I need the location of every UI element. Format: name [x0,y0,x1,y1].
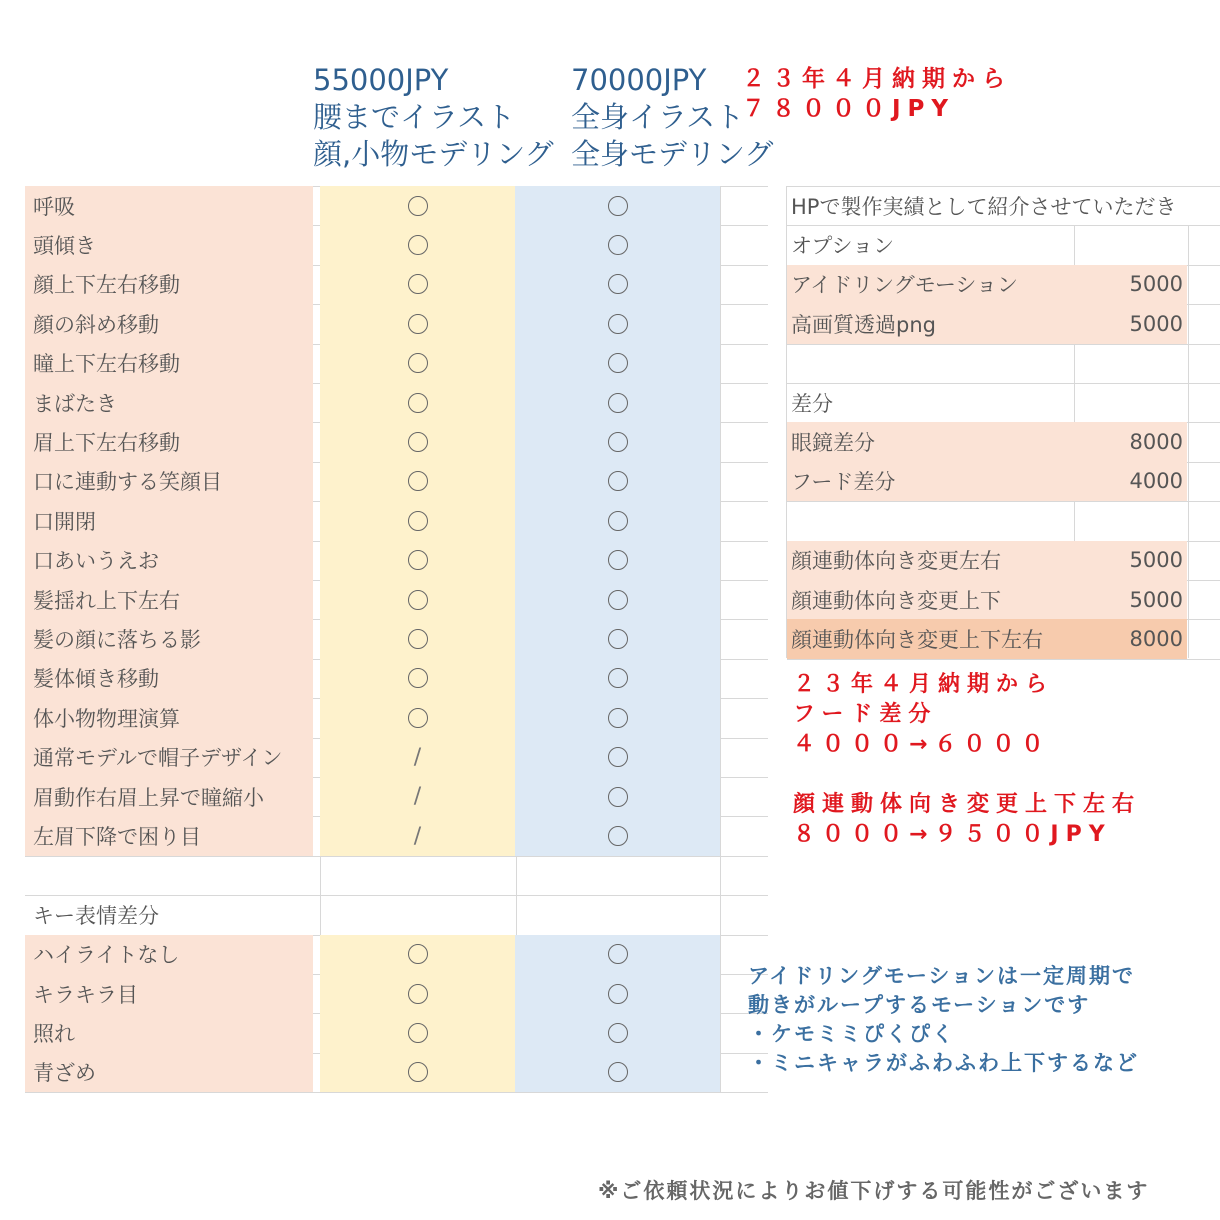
included-mark [408,984,428,1004]
table-row [25,304,720,343]
not-included-mark: / [413,823,422,849]
table-row [25,777,720,816]
table-row [25,265,720,304]
included-mark [408,314,428,334]
included-mark [608,826,628,846]
table-row [25,186,720,225]
option-price: 5000 [1129,587,1183,612]
plan2-cell [515,265,720,304]
feature-label: 呼吸 [25,186,313,225]
plan2-illust: 全身イラスト [571,100,745,134]
included-mark [608,668,628,688]
plan2-model: 全身モデリング [571,137,774,171]
option-label: 顔連動体向き変更上下 [791,588,1001,613]
price-note-line: ４０００→６０００ [793,732,1051,757]
plan1-cell [320,935,515,974]
option-price: 5000 [1129,548,1183,573]
option-label: 顔連動体向き変更上下左右 [791,628,1043,653]
idle-note-line: ・ミニキャラがふわふわ上下するなど [748,1051,1139,1075]
included-mark [608,471,628,491]
table-row [25,698,720,737]
included-mark [608,944,628,964]
included-mark [608,511,628,531]
plan1-cell [320,541,515,580]
plan1-cell [320,1053,515,1092]
plan2-price-change-note [742,64,1012,124]
plan2-cell [515,738,720,777]
plan1-cell [320,659,515,698]
option-price: 4000 [1129,469,1183,494]
included-mark [408,550,428,570]
plan1-cell [320,816,515,855]
not-included-mark: / [413,784,422,810]
feature-label: 体小物物理演算 [25,698,313,737]
plan1-cell [320,777,515,816]
table-row [25,935,720,974]
included-mark [408,471,428,491]
plan2-cell [515,344,720,383]
plan1-cell [320,738,515,777]
option-label: HPで製作実績として紹介させていただき [791,194,1177,219]
plan1-illust: 腰までイラスト [313,100,516,134]
plan2-cell [515,580,720,619]
included-mark [408,235,428,255]
plan1-cell [320,344,515,383]
plan2-cell [515,186,720,225]
plan1-cell [320,698,515,737]
plan1-cell [320,225,515,264]
price-note-line [793,760,1141,790]
feature-label: ハイライトなし [25,935,313,974]
option-price: 5000 [1129,311,1183,336]
plan2-cell [515,935,720,974]
table-row [25,422,720,461]
section-title-row [25,895,720,934]
included-mark [608,787,628,807]
feature-label: 眉動作右眉上昇で瞳縮小 [25,777,313,816]
table-row [25,580,720,619]
plan2-price: 70000JPY [571,63,707,97]
plan1-cell [320,304,515,343]
plan1-cell [320,462,515,501]
plan2-cell [515,816,720,855]
option-row [787,541,1187,580]
plan2-cell [515,777,720,816]
not-included-mark: / [413,744,422,770]
plan1-cell [320,186,515,225]
feature-label: まばたき [25,383,313,422]
included-mark [608,708,628,728]
included-mark [408,590,428,610]
included-mark [408,353,428,373]
option-price: 8000 [1129,627,1183,652]
plan1-cell [320,1013,515,1052]
plan2-cell [515,462,720,501]
plan1-cell [320,974,515,1013]
feature-label: 顔の斜め移動 [25,304,313,343]
option-row [787,265,1187,304]
plan1-model: 顔,小物モデリング [313,137,554,171]
option-price: 5000 [1129,272,1183,297]
plan1-price: 55000JPY [313,63,449,97]
included-mark [608,353,628,373]
idle-note-line: 動きがループするモーションです [748,993,1091,1017]
included-mark [408,629,428,649]
plan1-cell [320,580,515,619]
plan2-note-line: ２３年４月納期から [742,66,1012,92]
plan2-cell [515,541,720,580]
plan2-cell [515,304,720,343]
price-note-line: ８０００→９５００JPY [793,822,1112,847]
option-row [787,619,1187,658]
option-row [787,462,1187,501]
price-change-note [793,670,1141,850]
included-mark [608,747,628,767]
included-mark [408,1062,428,1082]
table-row [25,344,720,383]
plan2-cell [515,659,720,698]
diff-title-row [787,383,1187,422]
option-row [787,304,1187,343]
feature-label: 眉上下左右移動 [25,422,313,461]
included-mark [608,196,628,216]
feature-label: 髪の顔に落ちる影 [25,619,313,658]
included-mark [608,235,628,255]
price-note-line: ２３年４月納期から [793,672,1055,697]
table-row [25,501,720,540]
included-mark [608,629,628,649]
plan1-header [313,62,554,173]
grid-line [25,856,768,857]
included-mark [408,393,428,413]
plan2-cell [515,619,720,658]
option-label: 眼鏡差分 [791,431,875,456]
plan2-cell [515,501,720,540]
table-row [25,462,720,501]
table-row [25,383,720,422]
feature-label: 瞳上下左右移動 [25,344,313,383]
plan2-cell [515,1013,720,1052]
plan1-cell [320,501,515,540]
table-row [25,816,720,855]
included-mark [408,511,428,531]
included-mark [608,393,628,413]
feature-label: 髪揺れ上下左右 [25,580,313,619]
included-mark [408,668,428,688]
grid-line [787,344,1220,345]
feature-label: 左眉下降で困り目 [25,816,313,855]
plan1-cell [320,383,515,422]
price-note-line: 顔連動体向き変更上下左右 [793,792,1142,817]
feature-label: 青ざめ [25,1053,313,1092]
grid-line [1188,226,1189,658]
hp-note-row [787,186,1187,225]
included-mark [408,708,428,728]
price-note-line: フード差分 [793,702,938,727]
included-mark [408,196,428,216]
included-mark [608,1062,628,1082]
key-expression-title: キー表情差分 [33,903,159,928]
included-mark [608,1023,628,1043]
plan1-cell [320,422,515,461]
option-label: 高画質透過png [791,312,936,337]
plan2-cell [515,422,720,461]
plan2-cell [515,698,720,737]
plan2-note-line: ７８０００JPY [742,96,956,122]
table-row [25,225,720,264]
plan2-cell [515,225,720,264]
table-row [25,1053,720,1092]
table-row [25,659,720,698]
feature-label: 口開閉 [25,501,313,540]
idle-motion-note [748,962,1139,1078]
table-row [25,1013,720,1052]
plan1-cell [320,265,515,304]
option-label: 顔連動体向き変更左右 [791,549,1001,574]
option-label: フード差分 [791,470,896,495]
option-row [787,422,1187,461]
feature-label: 照れ [25,1013,313,1052]
feature-label: 顔上下左右移動 [25,265,313,304]
options-title-row [787,225,1187,264]
included-mark [608,590,628,610]
table-row [25,974,720,1013]
footer-note: ※ご依頼状況によりお値下げする可能性がございます [598,1179,1150,1203]
option-label: 差分 [791,391,833,416]
included-mark [608,274,628,294]
feature-label: 通常モデルで帽子デザイン [25,738,313,777]
feature-label: 口に連動する笑顔目 [25,462,313,501]
option-label: オプション [791,234,895,259]
included-mark [608,314,628,334]
included-mark [408,432,428,452]
option-price: 8000 [1129,430,1183,455]
plan2-cell [515,974,720,1013]
idle-note-line: アイドリングモーションは一定周期で [748,964,1136,988]
included-mark [608,984,628,1004]
plan1-cell [320,619,515,658]
included-mark [408,274,428,294]
feature-label: 頭傾き [25,225,313,264]
included-mark [608,550,628,570]
grid-line [787,659,1220,660]
table-row [25,541,720,580]
feature-label: キラキラ目 [25,974,313,1013]
included-mark [408,944,428,964]
plan2-cell [515,1053,720,1092]
table-row [25,738,720,777]
grid-line [720,186,721,1092]
feature-label: 口あいうえお [25,541,313,580]
option-row [787,580,1187,619]
feature-label: 髪体傾き移動 [25,659,313,698]
idle-note-line: ・ケモミミぴくぴく [748,1022,955,1046]
included-mark [608,432,628,452]
table-row [25,619,720,658]
included-mark [408,1023,428,1043]
option-label: アイドリングモーション [791,273,1019,298]
plan2-cell [515,383,720,422]
